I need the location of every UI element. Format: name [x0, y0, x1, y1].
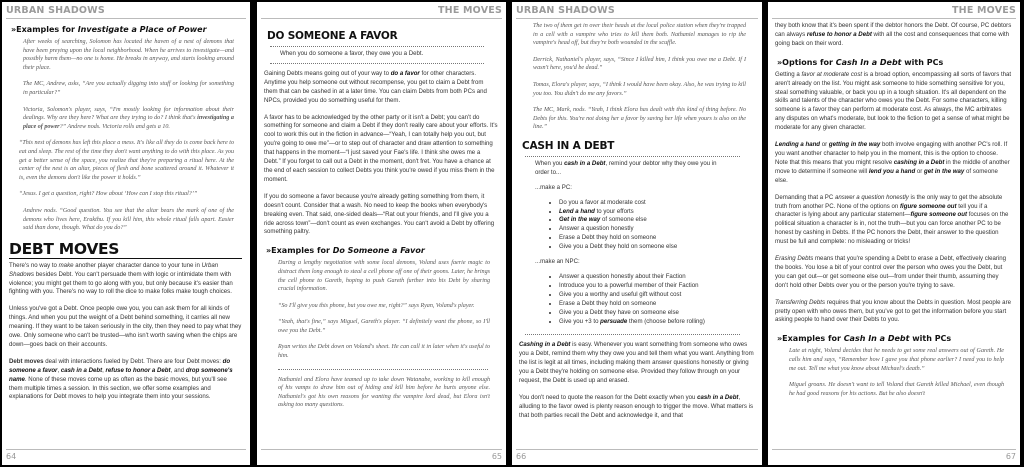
emphasis-text: favor at moderate cost	[801, 70, 863, 78]
move-option	[559, 282, 730, 291]
divider	[278, 369, 488, 370]
move-options-list	[535, 273, 730, 326]
text-run: Give you a worthy and useful gift without cost	[559, 290, 682, 298]
move-box	[270, 46, 484, 64]
running-header	[772, 4, 1016, 19]
body-paragraph	[519, 394, 754, 421]
page-number: 67	[1005, 452, 1016, 461]
emphasis-text: Investigate a Place of Power	[77, 25, 207, 34]
text-run: “Yeah, that's fine,” says Miguel, Gareth's player. “I definitely want the phone, so I'll owe you the Debt.”	[278, 319, 490, 334]
example-paragraph	[23, 106, 234, 132]
text-run: “Jesus. I get a question, right? How about ‘How can I stop this ritual?’”	[19, 191, 198, 198]
text-run: A favor has to be acknowledged by the other party or it isn't a Debt; you can't do something for someone and claim a Debt if they don't really care about your efforts. It's cool to work this out in the fiction in advance—“Yeah, I can totally help you out, but you're going to owe me”—or to step out of character and draw attention to something that happens in the moment—“I just saved your Fae's life. I think she owes me a Debt.” If you forget to call out a Debt in the moment, don't fret. You have a chance at the end of each session to collect Debts you think you're owed if you miss them in the moment.	[264, 113, 498, 183]
emphasis-text: investigating a place of power	[23, 115, 234, 130]
text-run: ,	[57, 366, 61, 374]
text-run: tell you if a character is lying about any particular statement—	[775, 202, 988, 219]
move-option	[559, 216, 730, 225]
example-paragraph	[23, 38, 234, 72]
text-run: with all the cost and consequences that come with going back on their word.	[775, 30, 1010, 47]
emphasis-text: lend you a hand	[868, 167, 916, 175]
section-heading	[9, 241, 242, 259]
page-content	[519, 22, 754, 447]
example-paragraph	[278, 376, 490, 410]
emphasis-text: cashing in a Debt	[893, 158, 945, 166]
body-paragraph	[264, 70, 498, 106]
text-run: During a lengthy negotiation with some local demons, Voland uses faerie magic to distract them long enough to steal a cell phone off one of their goons. Later, he brings the cell phone to Gareth, hoping to push Gareth further into his Debt by sharing crucial information.	[278, 260, 490, 293]
text-run: or	[915, 167, 925, 175]
example-paragraph	[533, 56, 746, 73]
page-66	[512, 2, 762, 465]
example-paragraph	[533, 81, 746, 98]
page-64	[2, 2, 250, 465]
text-run: they both know that it's been spent if the debtor honors the Debt. Of course, PC debtors can always	[775, 22, 1012, 38]
example-paragraph	[278, 318, 490, 335]
emphasis-text: Urban Shadows	[9, 261, 219, 278]
text-run: both involve engaging with another PC's roll. If you want another character to help you in the moment, this is the option to choose. Note that this means that you might resolve	[775, 141, 1008, 166]
text-run: to your efforts	[594, 207, 634, 215]
text-run: Unless you've got a Debt. Once people owe you, you can ask them for all kinds of things. And when you put the weight of a Debt behind something, it carries all new meaning. If they want to be taken seriously in the city, then they need to pay what they owe. Only someone who can't be trusted—who isn't worth saving when the chips are down—goes back on their accounts.	[9, 305, 242, 348]
subheading	[11, 24, 242, 35]
text-run: There's no way to	[9, 261, 59, 269]
move-option	[559, 225, 730, 234]
example-paragraph	[19, 139, 234, 182]
text-run: “So I'll give you this phone, but you owe me, right?” says Ryan, Voland's player.	[278, 302, 475, 309]
text-run: is the only way to get the absolute truth from another PC. None of the options on	[775, 193, 1003, 210]
text-run: ?” Andrew nods. Victoria rolls and gets a 10.	[59, 123, 170, 130]
body-paragraph	[264, 193, 498, 238]
body-paragraph	[9, 358, 242, 403]
text-run: The MC, Mark, nods. “Yeah, I think Elora has dealt with this kind of thing before. No Debts for this. You're not doing her a favor by saving her life when yours is also on the line.”	[533, 107, 746, 131]
move-option-label	[535, 184, 730, 193]
emphasis-text: figure someone out	[910, 211, 968, 219]
text-run: Erase a Debt they hold on someone	[559, 234, 657, 242]
move-options-list	[535, 199, 730, 252]
emphasis-text: persuade	[600, 317, 628, 325]
example-paragraph	[789, 347, 1004, 373]
text-run: focuses on the political situation a character is in, not the truth—but you can force another PC to be honest by cashing in Debts. If the PC honors the Debt, their answer to the question must be full and complete: no misleading or tricks!	[775, 211, 1009, 246]
move-heading	[522, 140, 754, 153]
page-footer	[6, 449, 246, 462]
text-run: , alluding to the favor owed is plenty reason enough to trigger the move. What matters is that both parties recall the Debt and acknowledge it, and that	[519, 393, 754, 419]
text-run: The MC, Andrew, asks, “Are you actually digging into stuff or looking for something in particular?”	[23, 81, 234, 96]
move-option	[559, 291, 730, 300]
text-run: them (choose before rolling)	[627, 317, 705, 325]
subheading	[266, 245, 498, 256]
text-run: »Options for	[777, 57, 836, 67]
emphasis-text: cash in a Debt	[60, 366, 103, 374]
page-number: 66	[516, 452, 527, 461]
text-run: another player character dance to your tune in	[73, 261, 202, 269]
example-paragraph	[278, 302, 490, 311]
move-trigger-text	[535, 160, 730, 178]
move-option	[559, 243, 730, 252]
body-paragraph	[9, 262, 242, 298]
text-run: means that you're spending a Debt to erase a Debt, effectively clearing the books. You lose a bit of your control over the person who owes you the Debt, but you can get out—or get someone else out—from under their thumb, assuming they don't hold other Debts over you or the person you're trying to save.	[775, 255, 1007, 289]
body-paragraph	[775, 71, 1012, 133]
move-heading	[267, 30, 498, 43]
emphasis-text: Transferring Debts	[775, 298, 826, 306]
example-paragraph	[278, 343, 490, 360]
body-paragraph	[775, 194, 1012, 247]
text-run: Miguel groans. He doesn't want to tell Voland that Gareth killed Michael, even though he had good reasons for his actions. But he also doesn't	[789, 382, 1004, 397]
emphasis-text: Lend a hand	[559, 207, 595, 215]
text-run: Give you +3 to	[559, 317, 601, 325]
emphasis-text: Get in the way	[559, 216, 601, 224]
example-paragraph	[278, 259, 490, 293]
move-option	[559, 318, 730, 327]
text-run: You don't need to quote the reason for the Debt exactly when you	[519, 393, 698, 401]
text-run: Tomas, Elora's player, says, “I think I would have been okay. Also, he was trying to kill you too. You didn't do me any favors.”	[533, 81, 746, 97]
body-paragraph	[9, 305, 242, 350]
emphasis-text: cash in a Debt	[564, 159, 606, 167]
body-paragraph	[264, 114, 498, 185]
text-run: Late at night, Voland decides that he needs to get some real answers out of Gareth. He calls him and says, “Remember how I gave you that phone earlier? I need you to help me out. Tell me what you know about Michael's death.”	[789, 348, 1004, 372]
text-run: ,	[102, 366, 106, 374]
text-run: Demanding that a PC	[775, 193, 835, 201]
move-option	[559, 234, 730, 243]
text-run: Erase a Debt they hold on someone	[559, 299, 657, 307]
text-run: Derrick, Nathaniel's player, says, “Since I killed him, I think you owe me a Debt. If I wasn't here, you'd be dead.”	[533, 56, 746, 72]
text-run: requires that you know about the Debts in question. Most people are pretty open with who owes them, but you've got to get the information before you start asking people to hand over their Debts to you.	[775, 298, 1011, 324]
running-header-text: THE MOVES	[952, 5, 1016, 16]
running-header-text: URBAN SHADOWS	[6, 5, 105, 16]
text-run: of someone else.	[775, 167, 998, 184]
text-run: Give you a Debt they have on someone else	[559, 308, 679, 316]
emphasis-text: Debt moves	[9, 357, 44, 365]
body-paragraph	[775, 141, 1012, 186]
text-run: besides Debt. You can't persuade them with logic or intimidate them with violence; you might get them to go along with you, but only because it's easier than fighting with you. There's no way to roll the dice to make folks make tough choices.	[9, 270, 233, 296]
move-option	[559, 309, 730, 318]
emphasis-text: Do Someone a Favor	[332, 246, 425, 256]
move-option	[559, 199, 730, 208]
text-run: is a broad option, encompassing all sorts of favors that aren't already on the list. You might ask someone to hide something sensitive for you, steal something valuable, or back you up in a tough situation. It's all dependent on the skills and talents of the character who owes you the Debt. For some characters, killing someone is a favor they can perform at moderate cost. As always, the MC arbitrates any disputes on what's moderate, but look to the fiction to get a sense of what might be moderate for any given character.	[775, 70, 1012, 132]
page-footer	[772, 449, 1016, 462]
running-header-text: URBAN SHADOWS	[516, 5, 615, 16]
emphasis-text: Cash In a Debt	[835, 57, 902, 67]
text-run: After weeks of searching, Solomon has located the haven of a nest of demons that have been preying upon the local neighborhood. When he arrives to investigate—and possibly harm them—no one is home. He breaks in anyway, and starts looking around their place.	[23, 39, 234, 71]
text-run: Ryan writes the Debt down on Voland's sheet. He can call it in later when it's useful to him.	[278, 344, 490, 360]
example-paragraph	[19, 190, 234, 199]
text-run: When you	[535, 159, 565, 167]
text-run: ...make an NPC:	[535, 258, 580, 266]
page-footer	[261, 449, 502, 462]
text-run: When you do someone a favor, they owe you a Debt.	[280, 50, 424, 57]
text-run: CASH IN A DEBT	[522, 139, 615, 152]
emphasis-text: do someone a favor	[9, 357, 231, 374]
example-paragraph	[23, 207, 234, 233]
page-number: 64	[6, 452, 17, 461]
page-content	[775, 22, 1012, 447]
running-header	[6, 4, 246, 19]
text-run: Introduce you to a powerful member of their Faction	[559, 281, 699, 289]
body-paragraph	[775, 299, 1012, 326]
text-run: »Examples for	[777, 334, 844, 344]
text-run: »Examples for	[266, 246, 333, 256]
emphasis-text: Cash In a Debt	[843, 334, 910, 344]
text-run: Andrew nods. “Good question. You see that the altar bears the mark of one of the demons who lives here, Erakthu. If you kill him, this whole ritual falls apart. Easier said than done, though. What do you do?”	[23, 207, 234, 232]
text-run: Nathaniel and Elora have teamed up to take down Watanabe, working to kill enough of his vamps to draw him out of hiding and kill him before he hurts anyone else. Nathaniel's got his own reasons for wanting the vampire lord dead, but Elora isn't asking too many questions.	[278, 376, 490, 409]
text-run: in the middle of another move to determine if someone will	[775, 158, 1010, 175]
page-number: 65	[491, 452, 502, 461]
example-paragraph	[789, 381, 1004, 398]
body-paragraph	[775, 255, 1012, 291]
page-67	[768, 2, 1020, 465]
body-paragraph	[519, 341, 754, 386]
text-run: or	[820, 141, 829, 149]
text-run: deal with interactions fueled by Debt. There are four Debt moves:	[43, 357, 223, 365]
emphasis-text: make	[58, 261, 74, 269]
example-paragraph	[533, 106, 746, 132]
page-content	[264, 22, 498, 447]
text-run: Answer a question honestly	[559, 225, 634, 233]
emphasis-text: Lending a hand	[775, 141, 821, 149]
emphasis-text: do a favor	[390, 69, 420, 77]
emphasis-text: figure someone out	[900, 202, 957, 210]
emphasis-text: Cashing in a Debt	[519, 341, 571, 349]
emphasis-text: Erasing Debts	[775, 255, 814, 263]
move-option	[559, 208, 730, 217]
text-run: DO SOMEONE A FAVOR	[267, 30, 398, 42]
text-run: , remind your debtor why they owe you in order to...	[535, 159, 717, 176]
text-run: Victoria, Solomon's player, says, “I'm mostly looking for information about their dealings. Why are they here? What are they trying to do? I think that's	[23, 106, 234, 122]
move-option	[559, 273, 730, 282]
text-run: , and	[170, 366, 186, 374]
text-run: If you do someone a favor because you're already getting something from them, it doesn't count. Consider that a wash. No need to keep the books when everybody's breaking even. That said, one-sided deals—“Rat out your friends, and I'll give you a ride across town”—don't count as even exchanges. You can't avoid a Debt by offering something paltry.	[264, 192, 495, 236]
running-header-text: THE MOVES	[438, 5, 502, 16]
running-header	[261, 4, 502, 19]
emphasis-text: getting in the way	[828, 141, 881, 149]
move-option	[559, 300, 730, 309]
emphasis-text: refuse to honor a Debt	[806, 30, 872, 38]
page-65	[257, 2, 506, 465]
emphasis-text: refuse to honor a Debt	[105, 366, 171, 374]
page-content	[9, 22, 242, 447]
page-footer	[516, 449, 758, 462]
move-trigger-text	[280, 50, 474, 59]
example-paragraph	[23, 80, 234, 97]
text-run: »Examples for	[11, 25, 78, 34]
subheading	[777, 333, 1012, 344]
subheading	[777, 57, 1012, 68]
text-run: with PCs	[909, 334, 952, 344]
text-run: for other characters. Anytime you help someone out without recompense, you get to claim a Debt from them that can be cashed in at a later time. You can claim Debts from both PCs and NPCs, provided you do something useful for them.	[264, 69, 487, 104]
text-run: “This nest of demons has left this place a mess. It's like all they do is come back here to eat and sleep. The rest of the time they don't want anything to do with this place. As you get a better sense of the space, you realize that they're preparing a ritual here. At the center of the nest is an altar, pieces of flesh and bone scattered around it. Whatever it is, even the demons don't like the power it holds.”	[19, 140, 234, 181]
emphasis-text: answer a question honestly	[834, 193, 909, 201]
text-run: Do you a favor at moderate cost	[559, 198, 646, 206]
emphasis-text: drop someone's name	[9, 366, 233, 383]
text-run: DEBT MOVES	[9, 239, 120, 258]
running-header	[516, 4, 758, 19]
move-box	[525, 156, 740, 336]
text-run: Getting a	[775, 70, 802, 78]
emphasis-text: cash in a Debt	[697, 393, 739, 401]
text-run: . None of these moves come up as often as the basic moves, but you'll see them multiple times a session. In this section, we offer some examples and explanations for Debt moves to help you integrate them into your sessions.	[9, 375, 227, 401]
text-run: Gaining Debts means going out of your way to	[264, 69, 391, 77]
move-option-label	[535, 258, 730, 267]
text-run: with PCs	[901, 57, 944, 67]
text-run: is easy. Whenever you want something from someone who owes you a Debt, remind them why they owe you and tell them what you want. Anything from the list is legit at all times, including making them answer questions honestly or giving you a Debt they're holding on someone else. Provided they follow through on your request, the Debt is used up and erased.	[519, 341, 754, 385]
text-run: Give you a Debt they hold on someone else	[559, 243, 678, 251]
body-paragraph	[775, 22, 1012, 49]
text-run: of someone else	[600, 216, 647, 224]
text-run: The two of them get in over their heads at the local police station when they're trapped in a cell with a vampire who tries to kill them both. Nathaniel manages to rip the vampire's head off, but they're both wounded in the scuffle.	[533, 23, 746, 47]
text-run: Answer a question honestly about their Faction	[559, 273, 686, 280]
text-run: ...make a PC:	[535, 183, 572, 191]
example-paragraph	[533, 22, 746, 48]
emphasis-text: get in the way	[924, 167, 965, 175]
